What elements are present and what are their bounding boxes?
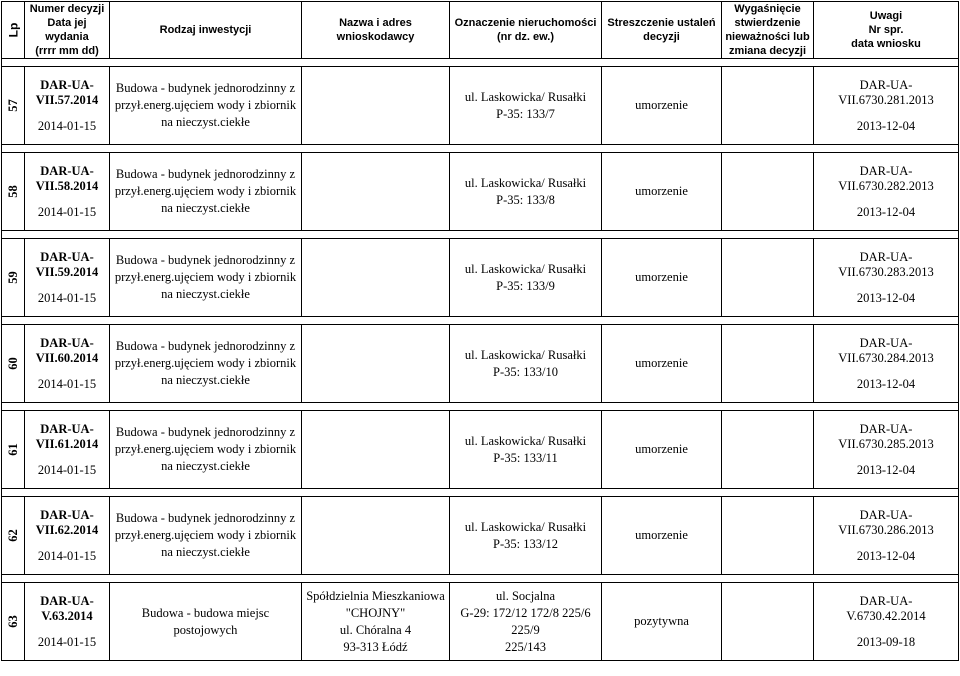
row-spacer (2, 317, 959, 325)
row-property: ul. Socjalna G-29: 172/12 172/8 225/6 225/9 225/143 (450, 583, 602, 661)
header-applicant: Nazwa i adres wnioskodawcy (302, 2, 450, 59)
row-decision-number: DAR-UA- VII.58.2014 2014-01-15 (25, 153, 110, 231)
row-applicant (302, 67, 450, 145)
row-decision-number: DAR-UA- VII.62.2014 2014-01-15 (25, 497, 110, 575)
row-lp: 63 (2, 583, 25, 661)
row-applicant (302, 325, 450, 403)
row-expiry (722, 583, 814, 661)
row-investment-type: Budowa - budynek jednorodzinny z przył.energ.ujęciem wody i zbiornik na nieczyst.ciekłe (110, 239, 302, 317)
table-row (2, 67, 959, 145)
table-row (2, 497, 959, 575)
row-decision-number: DAR-UA- VII.61.2014 2014-01-15 (25, 411, 110, 489)
row-spacer (2, 231, 959, 239)
row-summary: umorzenie (602, 497, 722, 575)
row-decision-number: DAR-UA- VII.57.2014 2014-01-15 (25, 67, 110, 145)
row-summary: pozytywna (602, 583, 722, 661)
row-investment-type: Budowa - budynek jednorodzinny z przył.energ.ujęciem wody i zbiornik na nieczyst.ciekłe (110, 325, 302, 403)
row-investment-type: Budowa - budynek jednorodzinny z przył.energ.ujęciem wody i zbiornik na nieczyst.ciekłe (110, 67, 302, 145)
row-decision-number: DAR-UA- V.63.2014 2014-01-15 (25, 583, 110, 661)
row-applicant (302, 239, 450, 317)
decision-register-table (1, 1, 959, 661)
row-expiry (722, 411, 814, 489)
row-property: ul. Laskowicka/ Rusałki P-35: 133/12 (450, 497, 602, 575)
row-lp: 61 (2, 411, 25, 489)
table-body (2, 59, 959, 661)
row-case-number: DAR-UA- VII.6730.285.2013 2013-12-04 (814, 411, 959, 489)
row-request-date: 2013-12-04 (856, 462, 916, 477)
row-summary: umorzenie (602, 67, 722, 145)
header-investment-type: Rodzaj inwestycji (110, 2, 302, 59)
row-expiry (722, 497, 814, 575)
header-expiry: Wygaśnięcie stwierdzenie nieważności lub zmiana decyzji (722, 2, 814, 59)
table-row (2, 583, 959, 661)
row-request-date: 2013-09-18 (856, 634, 916, 649)
row-property: ul. Laskowicka/ Rusałki P-35: 133/10 (450, 325, 602, 403)
row-request-date: 2013-12-04 (856, 376, 916, 391)
row-spacer (2, 403, 959, 411)
table-row (2, 239, 959, 317)
row-case-number: DAR-UA- VII.6730.284.2013 2013-12-04 (814, 325, 959, 403)
header-summary: Streszczenie ustaleń decyzji (602, 2, 722, 59)
row-expiry (722, 153, 814, 231)
row-decision-date: 2014-01-15 (37, 548, 97, 563)
row-expiry (722, 325, 814, 403)
row-spacer (2, 59, 959, 67)
row-investment-type: Budowa - budynek jednorodzinny z przył.energ.ujęciem wody i zbiornik na nieczyst.ciekłe (110, 497, 302, 575)
table-row (2, 153, 959, 231)
row-case-number: DAR-UA- VII.6730.283.2013 2013-12-04 (814, 239, 959, 317)
row-case-number: DAR-UA- V.6730.42.2014 2013-09-18 (814, 583, 959, 661)
row-property: ul. Laskowicka/ Rusałki P-35: 133/7 (450, 67, 602, 145)
row-applicant: Spółdzielnia Mieszkaniowa "CHOJNY" ul. Chóralna 4 93-313 Łódź (302, 583, 450, 661)
row-property: ul. Laskowicka/ Rusałki P-35: 133/11 (450, 411, 602, 489)
row-expiry (722, 239, 814, 317)
row-summary: umorzenie (602, 325, 722, 403)
row-case-number: DAR-UA- VII.6730.282.2013 2013-12-04 (814, 153, 959, 231)
row-decision-number: DAR-UA- VII.59.2014 2014-01-15 (25, 239, 110, 317)
row-investment-type: Budowa - budynek jednorodzinny z przył.energ.ujęciem wody i zbiornik na nieczyst.ciekłe (110, 411, 302, 489)
row-case-number: DAR-UA- VII.6730.286.2013 2013-12-04 (814, 497, 959, 575)
row-lp: 62 (2, 497, 25, 575)
row-property: ul. Laskowicka/ Rusałki P-35: 133/8 (450, 153, 602, 231)
row-summary: umorzenie (602, 411, 722, 489)
row-investment-type: Budowa - budowa miejsc postojowych (110, 583, 302, 661)
row-decision-date: 2014-01-15 (37, 204, 97, 219)
row-spacer (2, 489, 959, 497)
row-applicant (302, 497, 450, 575)
row-request-date: 2013-12-04 (856, 548, 916, 563)
row-applicant (302, 411, 450, 489)
row-summary: umorzenie (602, 153, 722, 231)
row-request-date: 2013-12-04 (856, 118, 916, 133)
row-decision-date: 2014-01-15 (37, 376, 97, 391)
row-decision-date: 2014-01-15 (37, 290, 97, 305)
table-row (2, 325, 959, 403)
row-summary: umorzenie (602, 239, 722, 317)
row-request-date: 2013-12-04 (856, 204, 916, 219)
row-case-number: DAR-UA- VII.6730.281.2013 2013-12-04 (814, 67, 959, 145)
header-property: Oznaczenie nieruchomości (nr dz. ew.) (450, 2, 602, 59)
row-lp: 59 (2, 239, 25, 317)
header-lp: Lp (2, 2, 25, 59)
row-decision-number: DAR-UA- VII.60.2014 2014-01-15 (25, 325, 110, 403)
row-lp: 60 (2, 325, 25, 403)
row-lp: 58 (2, 153, 25, 231)
row-spacer (2, 145, 959, 153)
row-decision-date: 2014-01-15 (37, 118, 97, 133)
header-row (2, 2, 959, 59)
row-investment-type: Budowa - budynek jednorodzinny z przył.energ.ujęciem wody i zbiornik na nieczyst.ciekłe (110, 153, 302, 231)
row-applicant (302, 153, 450, 231)
header-remarks: Uwagi Nr spr. data wniosku (814, 2, 959, 59)
row-expiry (722, 67, 814, 145)
row-property: ul. Laskowicka/ Rusałki P-35: 133/9 (450, 239, 602, 317)
row-lp: 57 (2, 67, 25, 145)
row-request-date: 2013-12-04 (856, 290, 916, 305)
table-row (2, 411, 959, 489)
row-spacer (2, 575, 959, 583)
row-decision-date: 2014-01-15 (37, 634, 97, 649)
header-decision: Numer decyzji Data jej wydania (rrrr mm dd) (25, 2, 110, 59)
row-decision-date: 2014-01-15 (37, 462, 97, 477)
